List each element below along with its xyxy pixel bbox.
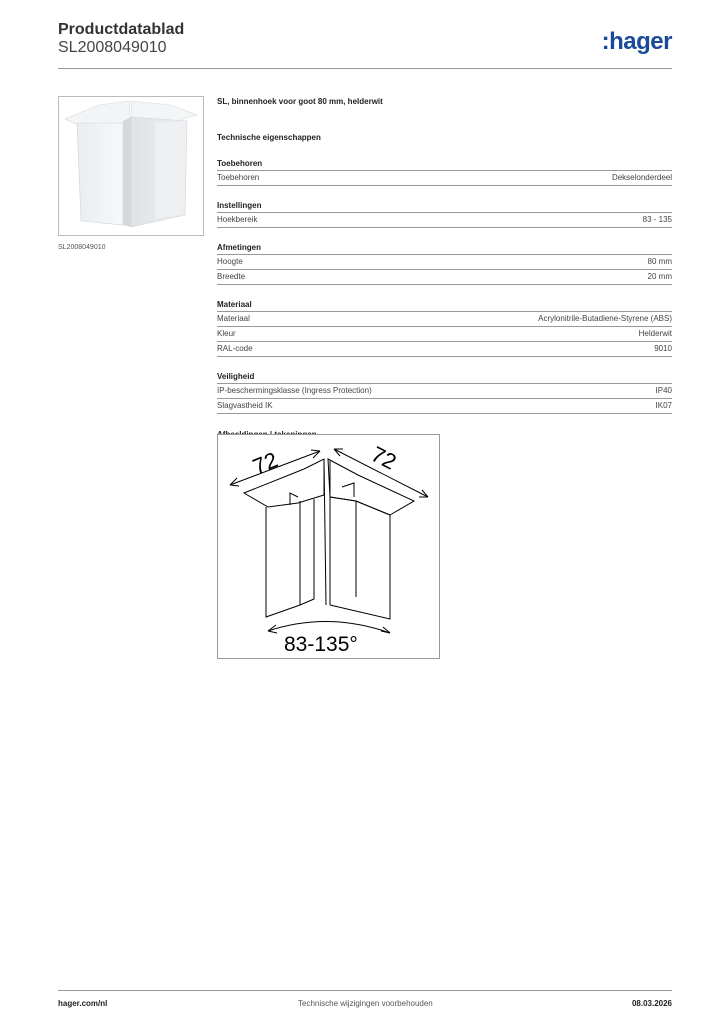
footer-website: hager.com/nl <box>58 999 108 1008</box>
footer-notice: Technische wijzigingen voorbehouden <box>298 999 433 1008</box>
spec-group-afmetingen <box>217 242 672 285</box>
spec-row <box>217 213 672 228</box>
spec-row <box>217 270 672 285</box>
spec-label: Materiaal <box>217 314 250 323</box>
spec-label: Hoogte <box>217 257 243 266</box>
spec-row <box>217 399 672 414</box>
product-details <box>217 97 672 439</box>
spec-label: RAL-code <box>217 344 253 353</box>
product-name: SL, binnenhoek voor goot 80 mm, helderwit <box>217 97 383 106</box>
technical-properties-heading: Technische eigenschappen <box>217 133 321 142</box>
hager-logo: :hager <box>601 28 672 55</box>
spec-value: Dekselonderdeel <box>611 173 672 182</box>
spec-value: 20 mm <box>647 272 672 281</box>
spec-label: Slagvastheid IK <box>217 401 273 410</box>
spec-label: Toebehoren <box>217 173 260 182</box>
spec-row <box>217 312 672 327</box>
spec-value: 80 mm <box>647 257 672 266</box>
spec-label: Hoekbereik <box>217 215 258 224</box>
group-title: Instellingen <box>217 200 672 213</box>
dimension-label-right: 72 <box>367 441 401 475</box>
spec-row <box>217 342 672 357</box>
spec-value: IP40 <box>655 386 672 395</box>
spec-row <box>217 327 672 342</box>
group-title: Afmetingen <box>217 242 672 255</box>
angle-range-label: 83-135° <box>284 633 358 656</box>
spec-row <box>217 384 672 399</box>
dimension-drawing <box>218 435 439 658</box>
spec-value: Helderwit <box>638 329 672 338</box>
spec-group-veiligheid <box>217 371 672 414</box>
group-title: Veiligheid <box>217 371 672 384</box>
footer-date: 08.03.2026 <box>631 999 672 1008</box>
group-title: Toebehoren <box>217 158 672 171</box>
spec-value: 9010 <box>654 344 672 353</box>
spec-label: IP-beschermingsklasse (Ingress Protection) <box>217 386 372 395</box>
technical-drawing <box>217 434 440 659</box>
dimension-label-left: 72 <box>249 446 282 480</box>
product-photo <box>58 96 204 236</box>
footer-divider <box>58 990 672 991</box>
article-number: SL2008049010 <box>58 39 167 56</box>
spec-value: Acrylonitrile-Butadiene-Styrene (ABS) <box>538 314 672 323</box>
spec-label: Kleur <box>217 329 236 338</box>
spec-group-materiaal <box>217 299 672 357</box>
header-divider <box>58 68 672 69</box>
spec-row <box>217 255 672 270</box>
spec-row <box>217 171 672 186</box>
spec-value: IK07 <box>655 401 672 410</box>
group-title: Materiaal <box>217 299 672 312</box>
inner-corner-photo-icon <box>59 97 203 235</box>
product-image-caption: SL2008049010 <box>58 244 106 251</box>
spec-label: Breedte <box>217 272 246 281</box>
spec-value: 83 - 135 <box>642 215 672 224</box>
page-title: Productdatablad <box>58 21 185 38</box>
spec-group-instellingen <box>217 200 672 228</box>
spec-group-toebehoren <box>217 158 672 186</box>
